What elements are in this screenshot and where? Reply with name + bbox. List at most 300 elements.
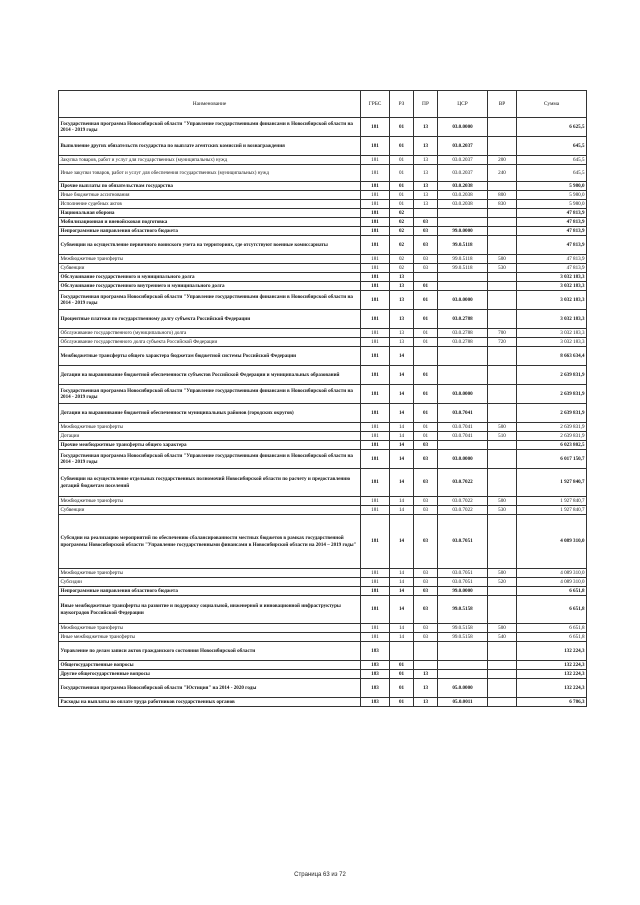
cell-pr <box>414 273 438 282</box>
cell-sum: 5 980,0 <box>517 200 587 209</box>
cell-grbs: 181 <box>361 310 390 329</box>
cell-vr: 700 <box>488 329 517 338</box>
table-row <box>59 633 587 642</box>
cell-sum: 2 639 831,9 <box>517 385 587 404</box>
col-header-sum: Сумма <box>517 91 587 118</box>
cell-pr: 03 <box>414 264 438 273</box>
table-row <box>59 282 587 291</box>
table-row <box>59 670 587 679</box>
cell-pr: 03 <box>414 515 438 569</box>
cell-csr: 03.0.2788 <box>438 310 488 329</box>
cell-grbs: 181 <box>361 624 390 633</box>
cell-rz: 01 <box>390 165 414 182</box>
table-row <box>59 182 587 191</box>
cell-csr: 03.0.2038 <box>438 182 488 191</box>
cell-rz: 02 <box>390 227 414 236</box>
cell-vr <box>488 698 517 707</box>
cell-vr: 500 <box>488 497 517 506</box>
cell-name: Государственная программа Новосибирской области "Управление государственными финансами в Новосибирской области на 2014 - 2019 годы <box>59 118 361 137</box>
cell-csr: 03.0.2037 <box>438 137 488 156</box>
cell-grbs: 181 <box>361 423 390 432</box>
cell-name: Субвенции <box>59 264 361 273</box>
cell-grbs: 181 <box>361 200 390 209</box>
col-header-vr: ВР <box>488 91 517 118</box>
cell-csr: 03.0.2037 <box>438 165 488 182</box>
cell-vr: 530 <box>488 506 517 515</box>
table-row <box>59 698 587 707</box>
cell-sum: 6 651,8 <box>517 624 587 633</box>
cell-vr: 500 <box>488 569 517 578</box>
col-header-csr: ЦСР <box>438 91 488 118</box>
cell-grbs: 181 <box>361 633 390 642</box>
cell-grbs: 181 <box>361 506 390 515</box>
cell-grbs: 181 <box>361 338 390 347</box>
cell-pr: 03 <box>414 506 438 515</box>
cell-rz: 14 <box>390 624 414 633</box>
cell-name: Иные межбюджетные трансферты <box>59 633 361 642</box>
cell-csr: 03.0.7051 <box>438 569 488 578</box>
table-row <box>59 347 587 366</box>
cell-csr: 03.0.7041 <box>438 404 488 423</box>
cell-grbs: 181 <box>361 441 390 450</box>
cell-vr <box>488 137 517 156</box>
cell-rz: 13 <box>390 282 414 291</box>
cell-grbs: 181 <box>361 347 390 366</box>
cell-pr <box>414 642 438 661</box>
table-row <box>59 569 587 578</box>
cell-csr: 99.0.5118 <box>438 255 488 264</box>
col-header-name: Наименование <box>59 91 361 118</box>
cell-sum: 1 927 840,7 <box>517 497 587 506</box>
cell-vr <box>488 310 517 329</box>
cell-grbs: 181 <box>361 255 390 264</box>
cell-csr <box>438 366 488 385</box>
cell-pr: 13 <box>414 137 438 156</box>
table-row <box>59 497 587 506</box>
cell-csr: 03.0.2038 <box>438 200 488 209</box>
cell-name: Субвенции на осуществление отдельных государственных полномочий Новосибирской области по расчету и предоставлению дотаций бюджетам поселений <box>59 469 361 497</box>
cell-rz: 14 <box>390 432 414 441</box>
cell-grbs: 181 <box>361 291 390 310</box>
cell-pr: 01 <box>414 291 438 310</box>
cell-sum: 5 980,0 <box>517 182 587 191</box>
cell-sum: 645,5 <box>517 165 587 182</box>
cell-vr: 500 <box>488 624 517 633</box>
cell-grbs: 181 <box>361 596 390 624</box>
cell-csr: 03.0.0000 <box>438 450 488 469</box>
cell-csr: 03.0.2037 <box>438 156 488 165</box>
table-row <box>59 273 587 282</box>
table-row <box>59 118 587 137</box>
cell-csr <box>438 273 488 282</box>
cell-name: Субсидии на реализацию мероприятий по обеспечению сбалансированности местных бюджетов в рамках государственной программы Новосибирской области "Управление государственными финансами в Новосибирской области на 2014 – 2019 годы" <box>59 515 361 569</box>
table-row <box>59 191 587 200</box>
cell-name: Межбюджетные трансферты <box>59 624 361 633</box>
cell-sum: 6 651,8 <box>517 596 587 624</box>
table-row <box>59 506 587 515</box>
cell-vr <box>488 661 517 670</box>
table-row <box>59 423 587 432</box>
cell-sum: 1 927 840,7 <box>517 469 587 497</box>
cell-name: Субсидии <box>59 578 361 587</box>
table-row <box>59 310 587 329</box>
cell-grbs: 181 <box>361 218 390 227</box>
cell-csr: 99.0.5118 <box>438 264 488 273</box>
cell-grbs: 181 <box>361 329 390 338</box>
cell-grbs: 181 <box>361 137 390 156</box>
table-row <box>59 469 587 497</box>
cell-vr <box>488 587 517 596</box>
cell-pr <box>414 347 438 366</box>
cell-csr: 99.0.0000 <box>438 587 488 596</box>
cell-sum: 2 639 831,9 <box>517 432 587 441</box>
cell-pr: 01 <box>414 366 438 385</box>
cell-csr <box>438 661 488 670</box>
cell-pr: 03 <box>414 497 438 506</box>
cell-grbs: 181 <box>361 366 390 385</box>
cell-rz: 01 <box>390 679 414 698</box>
cell-name: Межбюджетные трансферты <box>59 255 361 264</box>
cell-csr <box>438 670 488 679</box>
cell-pr: 03 <box>414 218 438 227</box>
cell-sum: 3 032 183,3 <box>517 310 587 329</box>
cell-pr: 13 <box>414 698 438 707</box>
cell-csr: 03.0.2788 <box>438 329 488 338</box>
cell-csr: 03.0.7022 <box>438 469 488 497</box>
cell-csr: 99.0.5158 <box>438 596 488 624</box>
cell-csr: 03.0.7041 <box>438 423 488 432</box>
table-row <box>59 255 587 264</box>
cell-name: Дотации <box>59 432 361 441</box>
cell-pr: 01 <box>414 432 438 441</box>
cell-name: Обслуживание государственного и муниципального долга <box>59 273 361 282</box>
cell-grbs: 181 <box>361 156 390 165</box>
cell-rz: 01 <box>390 182 414 191</box>
table-row <box>59 236 587 255</box>
cell-grbs: 181 <box>361 282 390 291</box>
cell-pr: 01 <box>414 404 438 423</box>
cell-sum: 645,5 <box>517 156 587 165</box>
cell-vr <box>488 404 517 423</box>
cell-grbs: 181 <box>361 469 390 497</box>
cell-grbs: 183 <box>361 642 390 661</box>
cell-rz: 14 <box>390 633 414 642</box>
cell-grbs: 181 <box>361 118 390 137</box>
cell-pr: 13 <box>414 156 438 165</box>
table-row <box>59 642 587 661</box>
table-row <box>59 291 587 310</box>
cell-grbs: 181 <box>361 227 390 236</box>
cell-csr: 05.0.0000 <box>438 679 488 698</box>
cell-rz: 01 <box>390 698 414 707</box>
cell-pr: 03 <box>414 255 438 264</box>
cell-sum: 3 032 183,3 <box>517 282 587 291</box>
cell-sum: 4 089 310,0 <box>517 578 587 587</box>
table-row <box>59 515 587 569</box>
cell-name: Управление по делам записи актов гражданского состояния Новосибирской области <box>59 642 361 661</box>
cell-grbs: 181 <box>361 450 390 469</box>
cell-csr: 03.0.0000 <box>438 291 488 310</box>
cell-pr: 03 <box>414 624 438 633</box>
cell-rz: 14 <box>390 441 414 450</box>
table-row <box>59 329 587 338</box>
table-row <box>59 578 587 587</box>
cell-sum: 6 017 150,7 <box>517 450 587 469</box>
table-row <box>59 624 587 633</box>
table-row <box>59 385 587 404</box>
table-header-row <box>59 91 587 118</box>
cell-sum: 47 813,9 <box>517 264 587 273</box>
cell-rz: 01 <box>390 670 414 679</box>
table-row <box>59 596 587 624</box>
cell-pr: 13 <box>414 191 438 200</box>
cell-name: Мобилизационная и вневойсковая подготовка <box>59 218 361 227</box>
cell-csr: 03.0.2788 <box>438 338 488 347</box>
cell-pr: 03 <box>414 587 438 596</box>
table-row <box>59 218 587 227</box>
cell-vr <box>488 596 517 624</box>
cell-vr <box>488 469 517 497</box>
cell-vr: 800 <box>488 191 517 200</box>
cell-name: Общегосударственные вопросы <box>59 661 361 670</box>
cell-grbs: 183 <box>361 679 390 698</box>
cell-vr <box>488 441 517 450</box>
cell-csr: 03.0.7051 <box>438 578 488 587</box>
cell-grbs: 181 <box>361 385 390 404</box>
cell-sum: 1 927 840,7 <box>517 506 587 515</box>
cell-csr <box>438 218 488 227</box>
cell-pr: 03 <box>414 633 438 642</box>
cell-name: Межбюджетные трансферты <box>59 569 361 578</box>
cell-csr: 03.0.0000 <box>438 385 488 404</box>
cell-sum: 6 786,3 <box>517 698 587 707</box>
cell-grbs: 181 <box>361 569 390 578</box>
cell-rz: 01 <box>390 156 414 165</box>
cell-grbs: 181 <box>361 515 390 569</box>
cell-rz: 01 <box>390 661 414 670</box>
cell-vr <box>488 670 517 679</box>
cell-rz: 14 <box>390 569 414 578</box>
cell-name: Расходы на выплаты по оплате труда работников государственных органов <box>59 698 361 707</box>
cell-sum: 3 032 183,3 <box>517 291 587 310</box>
cell-name: Межбюджетные трансферты общего характера бюджетам бюджетной системы Российской Федерации <box>59 347 361 366</box>
cell-vr <box>488 209 517 218</box>
cell-rz: 14 <box>390 385 414 404</box>
cell-rz: 02 <box>390 264 414 273</box>
cell-rz: 14 <box>390 596 414 624</box>
cell-sum: 6 023 802,5 <box>517 441 587 450</box>
cell-sum: 8 663 634,4 <box>517 347 587 366</box>
cell-name: Обслуживание государственного внутреннего и муниципального долга <box>59 282 361 291</box>
cell-pr: 13 <box>414 670 438 679</box>
cell-pr: 01 <box>414 282 438 291</box>
cell-rz: 14 <box>390 366 414 385</box>
cell-vr <box>488 515 517 569</box>
cell-sum: 47 813,9 <box>517 218 587 227</box>
cell-name: Государственная программа Новосибирской области "Управление государственными финансами в Новосибирской области на 2014 - 2019 годы <box>59 385 361 404</box>
cell-sum: 2 639 831,9 <box>517 366 587 385</box>
cell-vr: 830 <box>488 200 517 209</box>
cell-rz: 01 <box>390 118 414 137</box>
cell-csr: 03.0.7041 <box>438 432 488 441</box>
cell-name: Выполнение других обязательств государства по выплате агентских комиссий и вознаграждения <box>59 137 361 156</box>
cell-name: Субвенции на осуществление первичного воинского учета на территориях, где отсутствуют военные комиссариаты <box>59 236 361 255</box>
cell-grbs: 181 <box>361 578 390 587</box>
cell-vr <box>488 282 517 291</box>
cell-csr: 03.0.2038 <box>438 191 488 200</box>
cell-name: Исполнение судебных актов <box>59 200 361 209</box>
cell-rz: 14 <box>390 515 414 569</box>
cell-vr: 240 <box>488 165 517 182</box>
cell-rz: 13 <box>390 291 414 310</box>
cell-pr: 01 <box>414 329 438 338</box>
cell-rz: 02 <box>390 218 414 227</box>
cell-sum: 47 813,9 <box>517 209 587 218</box>
cell-rz: 13 <box>390 310 414 329</box>
cell-sum: 132 224,3 <box>517 661 587 670</box>
cell-grbs: 181 <box>361 191 390 200</box>
cell-rz <box>390 642 414 661</box>
cell-vr: 200 <box>488 156 517 165</box>
cell-sum: 132 224,3 <box>517 642 587 661</box>
cell-vr <box>488 679 517 698</box>
col-header-rz: РЗ <box>390 91 414 118</box>
cell-vr <box>488 450 517 469</box>
cell-rz: 01 <box>390 137 414 156</box>
cell-name: Государственная программа Новосибирской области "Управление государственными финансами в Новосибирской области на 2014 - 2019 годы <box>59 291 361 310</box>
cell-vr <box>488 218 517 227</box>
cell-vr: 500 <box>488 423 517 432</box>
cell-sum: 5 980,0 <box>517 191 587 200</box>
cell-sum: 645,5 <box>517 137 587 156</box>
cell-grbs: 183 <box>361 670 390 679</box>
cell-sum: 2 639 831,9 <box>517 404 587 423</box>
table-row <box>59 209 587 218</box>
table-row <box>59 338 587 347</box>
cell-name: Дотации на выравнивание бюджетной обеспеченности субъектов Российской Федерации и муниципальных образований <box>59 366 361 385</box>
cell-rz: 14 <box>390 423 414 432</box>
cell-name: Межбюджетные трансферты <box>59 423 361 432</box>
cell-csr: 03.0.7051 <box>438 515 488 569</box>
cell-vr <box>488 182 517 191</box>
budget-table <box>58 90 587 707</box>
cell-name: Иные межбюджетные трансферты на развитие и поддержку социальной, инженерной и инновационной инфраструктуры наукоградов Российской Федерации <box>59 596 361 624</box>
page-number: Страница 63 из 72 <box>294 872 346 878</box>
cell-csr <box>438 209 488 218</box>
cell-csr: 99.0.5158 <box>438 633 488 642</box>
cell-sum: 4 089 310,0 <box>517 515 587 569</box>
cell-vr <box>488 347 517 366</box>
table-row <box>59 679 587 698</box>
cell-vr: 530 <box>488 264 517 273</box>
cell-csr: 03.0.7022 <box>438 506 488 515</box>
col-header-pr: ПР <box>414 91 438 118</box>
cell-sum: 4 089 310,0 <box>517 569 587 578</box>
cell-pr: 01 <box>414 385 438 404</box>
cell-vr: 520 <box>488 578 517 587</box>
cell-csr: 03.0.7022 <box>438 497 488 506</box>
table-row <box>59 137 587 156</box>
cell-name: Другие общегосударственные вопросы <box>59 670 361 679</box>
cell-name: Прочие межбюджетные трансферты общего характера <box>59 441 361 450</box>
cell-rz: 13 <box>390 338 414 347</box>
cell-pr: 03 <box>414 441 438 450</box>
cell-pr: 03 <box>414 236 438 255</box>
table-row <box>59 661 587 670</box>
cell-name: Государственная программа Новосибирской области "Управление государственными финансами в Новосибирской области на 2014 - 2019 годы <box>59 450 361 469</box>
cell-rz: 02 <box>390 255 414 264</box>
cell-pr: 13 <box>414 182 438 191</box>
cell-pr: 13 <box>414 118 438 137</box>
cell-name: Межбюджетные трансферты <box>59 497 361 506</box>
cell-sum: 6 651,8 <box>517 587 587 596</box>
cell-vr <box>488 385 517 404</box>
cell-pr: 01 <box>414 310 438 329</box>
cell-pr: 13 <box>414 165 438 182</box>
cell-grbs: 183 <box>361 698 390 707</box>
cell-csr <box>438 282 488 291</box>
cell-rz: 13 <box>390 329 414 338</box>
cell-pr: 03 <box>414 596 438 624</box>
table-row <box>59 156 587 165</box>
cell-name: Обслуживание государственного (муниципального) долга <box>59 329 361 338</box>
cell-grbs: 181 <box>361 587 390 596</box>
cell-name: Дотации на выравнивание бюджетной обеспеченности муниципальных районов (городских округов) <box>59 404 361 423</box>
cell-sum: 47 813,9 <box>517 236 587 255</box>
cell-pr: 03 <box>414 450 438 469</box>
cell-pr: 01 <box>414 338 438 347</box>
cell-name: Непрограммные направления областного бюджета <box>59 227 361 236</box>
cell-csr: 99.0.5118 <box>438 236 488 255</box>
cell-sum: 132 224,3 <box>517 670 587 679</box>
cell-pr: 03 <box>414 469 438 497</box>
cell-csr: 99.0.5158 <box>438 624 488 633</box>
cell-vr <box>488 273 517 282</box>
cell-name: Иные закупки товаров, работ и услуг для обеспечения государственных (муниципальных) нужд <box>59 165 361 182</box>
cell-rz: 14 <box>390 578 414 587</box>
col-header-grbs: ГРБС <box>361 91 390 118</box>
cell-csr <box>438 441 488 450</box>
cell-sum: 6 651,8 <box>517 633 587 642</box>
cell-sum: 47 813,9 <box>517 227 587 236</box>
cell-vr <box>488 291 517 310</box>
cell-pr: 13 <box>414 679 438 698</box>
cell-vr: 500 <box>488 255 517 264</box>
cell-sum: 132 224,3 <box>517 679 587 698</box>
cell-rz: 14 <box>390 450 414 469</box>
cell-rz: 14 <box>390 404 414 423</box>
cell-pr <box>414 661 438 670</box>
cell-grbs: 181 <box>361 273 390 282</box>
table-row <box>59 432 587 441</box>
cell-sum: 47 813,9 <box>517 255 587 264</box>
cell-csr <box>438 347 488 366</box>
cell-vr <box>488 227 517 236</box>
cell-grbs: 181 <box>361 165 390 182</box>
cell-vr <box>488 366 517 385</box>
cell-vr <box>488 118 517 137</box>
cell-pr: 03 <box>414 578 438 587</box>
cell-vr: 720 <box>488 338 517 347</box>
cell-vr <box>488 642 517 661</box>
cell-csr: 05.0.0011 <box>438 698 488 707</box>
cell-vr <box>488 236 517 255</box>
cell-sum: 3 032 183,3 <box>517 329 587 338</box>
cell-vr: 540 <box>488 633 517 642</box>
cell-name: Прочие выплаты по обязательствам государства <box>59 182 361 191</box>
cell-name: Субвенции <box>59 506 361 515</box>
cell-rz: 01 <box>390 200 414 209</box>
